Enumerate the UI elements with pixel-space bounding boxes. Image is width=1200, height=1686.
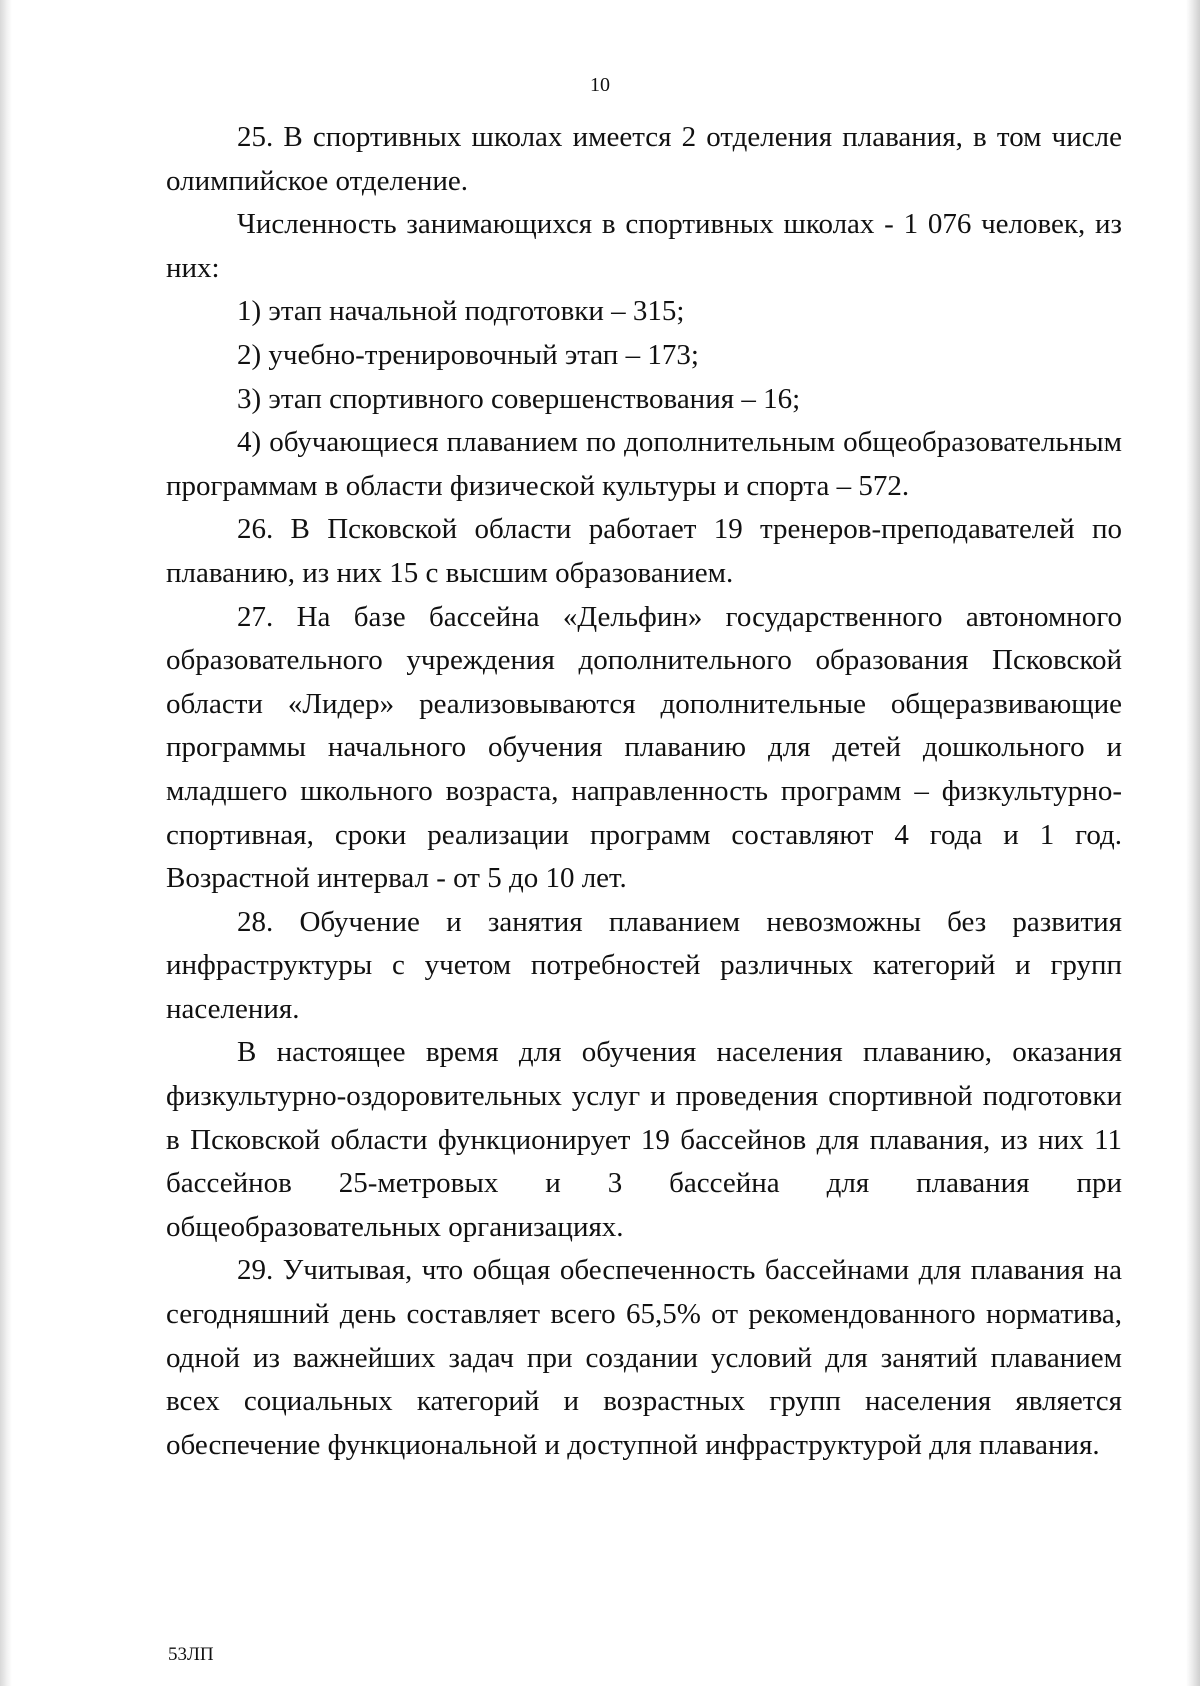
document-code: 53ЛП <box>168 1644 214 1665</box>
page-number: 10 <box>590 74 610 96</box>
scan-edge-right <box>1186 0 1200 1686</box>
list-item-2: 2) учебно-тренировочный этап – 173; <box>237 338 699 371</box>
paragraph-26: 26. В Псковской области работает 19 тренеров-преподавателей по плаванию, из них 15 с высшим образованием. <box>166 513 1122 589</box>
list-item-1: 1) этап начальной подготовки – 315; <box>237 295 685 328</box>
paragraph-pools: В настоящее время для обучения населения плаванию, оказания физкультурно-оздоровительных услуг и проведения спортивной подготовки в Псковской области функционирует 19 бассейнов для плавания, из них 11 бассейнов 25-метровых и 3 бассейна для плавания при общеобразовательных организациях. <box>166 1036 1122 1243</box>
paragraph-students-count: Численность занимающихся в спортивных школах - 1 076 человек, из них: <box>166 208 1122 284</box>
paragraph-25: 25. В спортивных школах имеется 2 отделения плавания, в том числе олимпийское отделение. <box>166 121 1122 197</box>
paragraph-28: 28. Обучение и занятия плаванием невозможны без развития инфраструктуры с учетом потребностей различных категорий и групп населения. <box>166 905 1122 1025</box>
document-body <box>166 116 1122 1467</box>
list-item-3: 3) этап спортивного совершенствования – 16; <box>237 382 801 415</box>
paragraph-27: 27. На базе бассейна «Дельфин» государственного автономного образовательного учреждения дополнительного образования Псковской области «Лидер» реализовываются дополнительные общеразвивающие программы начального обучения плаванию для детей дошкольного и младшего школьного возраста, направленность программ – физкультурно-спортивная, сроки реализации программ составляют 4 года и 1 год. Возрастной интервал - от 5 до 10 лет. <box>166 600 1122 895</box>
scan-edge-left <box>0 0 12 1686</box>
paragraph-29: 29. Учитывая, что общая обеспеченность бассейнами для плавания на сегодняшний день составляет всего 65,5% от рекомендованного норматива, одной из важнейших задач при создании условий для занятий плаванием всех социальных категорий и возрастных групп населения является обеспечение функциональной и доступной инфраструктурой для плавания. <box>166 1254 1122 1461</box>
list-item-4: 4) обучающиеся плаванием по дополнительным общеобразовательным программам в области физической культуры и спорта – 572. <box>166 426 1122 502</box>
